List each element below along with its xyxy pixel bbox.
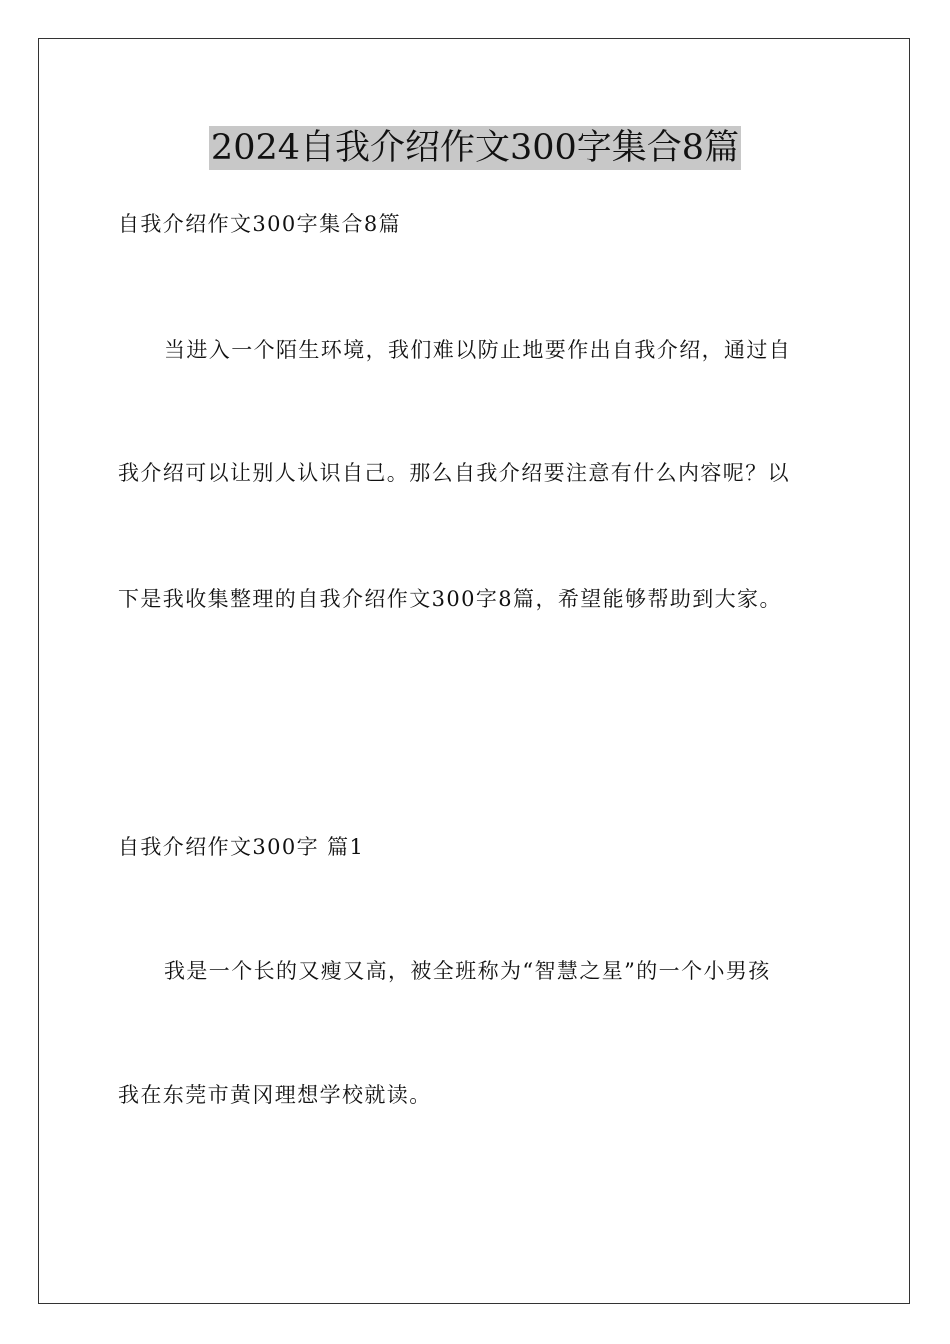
section-1-line-1: 我是一个长的又瘦又高，被全班称为“智慧之星”的一个小男孩: [164, 959, 771, 983]
document-subtitle: 自我介绍作文300字集合8篇: [118, 212, 402, 236]
intro-line-1: 当进入一个陌生环境，我们难以防止地要作出自我介绍，通过自: [164, 338, 792, 362]
intro-line-3: 下是我收集整理的自我介绍作文300字8篇，希望能够帮助到大家。: [118, 587, 782, 611]
title-container: [0, 126, 950, 170]
section-1-heading: 自我介绍作文300字 篇1: [118, 835, 365, 859]
section-1-line-2: 我在东莞市黄冈理想学校就读。: [118, 1083, 432, 1107]
document-title: 2024自我介绍作文300字集合8篇: [210, 128, 740, 168]
intro-line-2: 我介绍可以让别人认识自己。那么自我介绍要注意有什么内容呢？以: [118, 461, 790, 485]
